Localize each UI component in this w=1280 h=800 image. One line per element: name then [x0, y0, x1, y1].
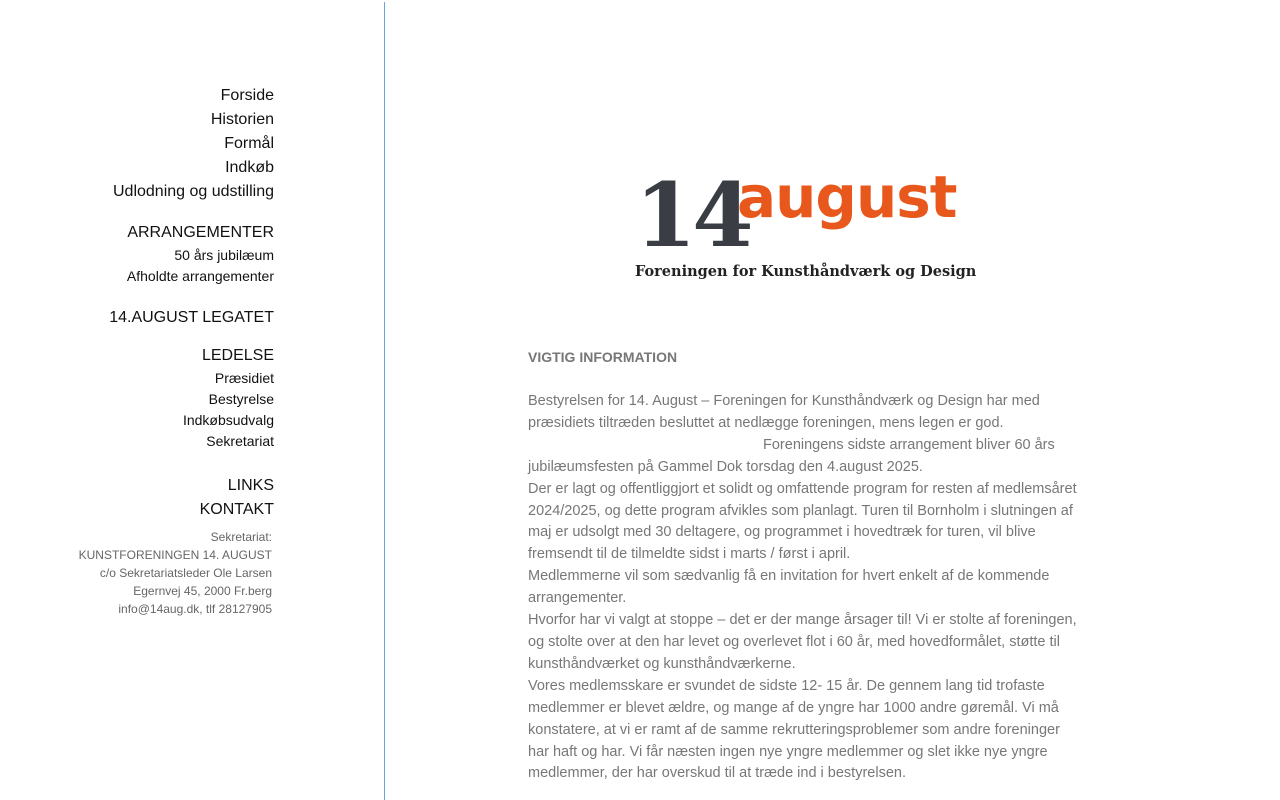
logo-number: 14: [635, 163, 750, 267]
nav-item-links[interactable]: LINKS: [227, 477, 274, 494]
nav-item-historien[interactable]: Historien: [210, 111, 274, 128]
contact-info: [79, 528, 272, 618]
paragraph-2-line-a: Foreningens sidste arrangement bliver 60 års: [763, 436, 1055, 453]
paragraph-4: Medlemmerne vil som sædvanlig få en invitation for hvert enkelt af de kommende arrangementer.: [528, 568, 1050, 607]
contact-line-address: Egernvej 45, 2000 Fr.berg: [133, 584, 272, 598]
nav-section-ledelse[interactable]: LEDELSE: [201, 347, 274, 364]
nav-section-arrangementer[interactable]: ARRANGEMENTER: [127, 224, 274, 241]
sidebar-divider: [384, 2, 385, 800]
paragraph-2: [528, 435, 1084, 479]
nav-subitem-sekretariat[interactable]: Sekretariat: [206, 433, 274, 449]
article-body: [528, 391, 1084, 785]
paragraph-3: Der er lagt og offentliggjort et solidt og omfattende program for resten af medlemsåret 2024/2025, og dette program afvikles som planlagt. Turen til Bornholm i slutningen af maj er udsolgt med 30 deltagere, og programmet i hovedtræk for turen, vil blive fremsendt til de tilmeldte sidst i marts / først i april.: [528, 480, 1077, 563]
nav-item-indkoeb[interactable]: Indkøb: [225, 159, 274, 176]
nav-item-udlodning[interactable]: Udlodning og udstilling: [113, 183, 274, 200]
paragraph-5: Hvorfor har vi valgt at stoppe – det er der mange årsager til! Vi er stolte af foreningen, og stolte over at den har levet og overlevet flot i 60 år, med hovedformålet, støtte til kunsthåndværket og kunsthåndværkerne.: [528, 612, 1077, 672]
nav-section-legatet[interactable]: 14.AUGUST LEGATET: [109, 309, 274, 326]
info-heading: VIGTIG INFORMATION: [528, 349, 678, 365]
contact-line-org: KUNSTFORENINGEN 14. AUGUST: [78, 548, 272, 562]
paragraph-2-line-b: jubilæumsfesten på Gammel Dok torsdag den 4.august 2025.: [528, 458, 923, 475]
nav-subitem-indkoebsudvalg[interactable]: Indkøbsudvalg: [182, 412, 274, 428]
nav-item-formaal[interactable]: Formål: [224, 135, 274, 152]
main-navigation: [109, 84, 274, 522]
logo-tagline: Foreningen for Kunsthåndværk og Design: [635, 263, 977, 280]
paragraph-6: Vores medlemsskare er svundet de sidste 12- 15 år. De gennem lang tid trofaste medlemmer er blevet ældre, og mange af de yngre har 1000 andre gøremål. Vi må konstatere, at vi er ramt af de samme rekrutteringsproblemer som andre foreninger har haft og har. Vi får næsten ingen nye yngre medlemmer og slet ikke nye yngre medlemmer, der har overskud til at træde ind i bestyrelsen.: [528, 677, 1060, 782]
sidebar: [0, 0, 384, 800]
nav-subitem-afholdte-arrangementer[interactable]: Afholdte arrangementer: [126, 268, 274, 284]
nav-subitem-50-aars-jubilaeum[interactable]: 50 års jubilæum: [174, 247, 274, 263]
nav-item-forside[interactable]: Forside: [220, 87, 274, 104]
contact-line-email-phone[interactable]: info@14aug.dk, tlf 28127905: [118, 602, 272, 616]
contact-line-co: c/o Sekretariatsleder Ole Larsen: [99, 566, 272, 580]
paragraph-1: Bestyrelsen for 14. August – Foreningen for Kunsthåndværk og Design har med præsidiets tiltræden besluttet at nedlægge foreningen, mens legen er god.: [528, 393, 1040, 431]
nav-item-kontakt[interactable]: KONTAKT: [199, 501, 274, 518]
logo-word: august: [737, 163, 957, 231]
nav-subitem-praesidiet[interactable]: Præsidiet: [214, 370, 274, 386]
site-logo[interactable]: [635, 163, 980, 288]
contact-line-label: Sekretariat:: [210, 530, 272, 544]
nav-subitem-bestyrelse[interactable]: Bestyrelse: [208, 391, 274, 407]
